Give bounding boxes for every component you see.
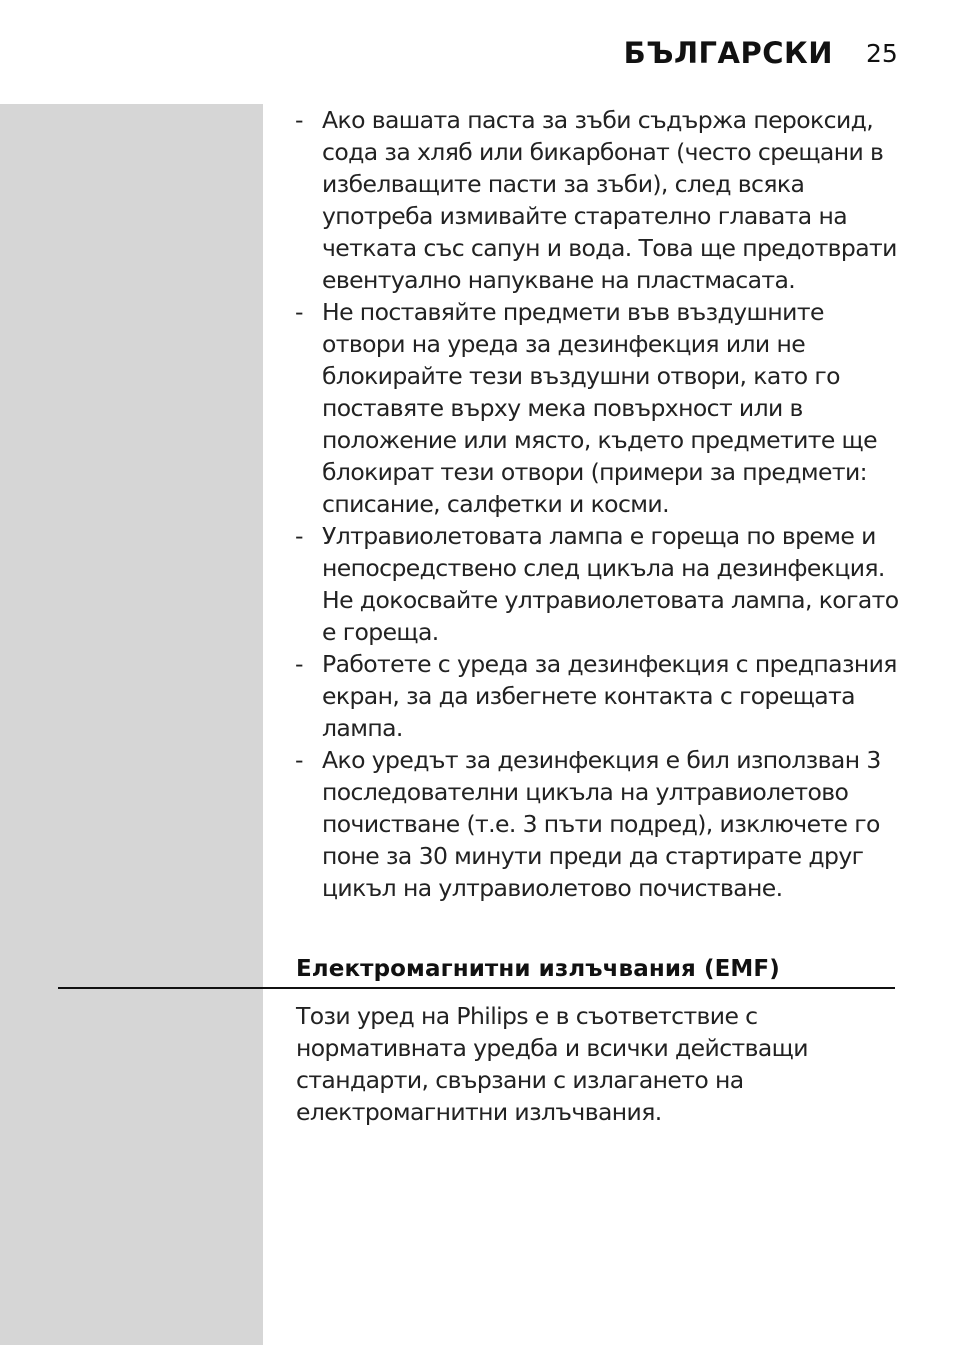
safety-warnings-list [295, 104, 905, 904]
bullet-dash: - [295, 106, 303, 134]
list-item [295, 744, 905, 904]
bullet-dash: - [295, 298, 303, 326]
emf-section-body: Този уред на Philips е в съответствие с нормативната уредба и всички действащи стандарти, свързани с излагането на електромагнитни излъчвания. [296, 1002, 808, 1126]
list-item [295, 520, 905, 648]
bullet-dash: - [295, 746, 303, 774]
margin-gray-column [0, 104, 263, 1345]
list-item [295, 104, 905, 296]
bullet-text: Работете с уреда за дезинфекция с предпазния екран, за да избегнете контакта с горещата лампа. [322, 650, 897, 742]
bullet-text: Ако вашата паста за зъби съдържа пероксид, сода за хляб или бикарбонат (често срещани в избелващите пасти за зъби), след всяка употреба измивайте старателно главата на четката със сапун и вода. Това ще предотврати евентуално напукване на пластмасата. [322, 106, 897, 294]
bullet-text: Не поставяйте предмети във въздушните отвори на уреда за дезинфекция или не блокирайте тези въздушни отвори, като го поставяте върху мека повърхност или в положение или място, където предметите ще блокират тези отвори (примери за предмети: списание, салфетки и косми. [322, 298, 877, 518]
bullet-dash: - [295, 522, 303, 550]
bullet-text: Ако уредът за дезинфекция е бил използван 3 последователни цикъла на ултравиолетово почистване (т.е. 3 пъти подред), изключете го поне за 30 минути преди да стартирате друг цикъл на ултравиолетово почистване. [322, 746, 881, 902]
bullet-dash: - [295, 650, 303, 678]
page-language-title: БЪЛГАРСКИ [623, 36, 833, 70]
emf-section-heading: Електромагнитни излъчвания (EMF) [296, 956, 780, 982]
bullet-text: Ултравиолетовата лампа е гореща по време и непосредствено след цикъла на дезинфекция. Не докосвайте ултравиолетовата лампа, когато е гореща. [322, 522, 899, 646]
page-number: 25 [866, 39, 898, 68]
list-item [295, 296, 905, 520]
list-item [295, 648, 905, 744]
section-divider [58, 987, 895, 989]
